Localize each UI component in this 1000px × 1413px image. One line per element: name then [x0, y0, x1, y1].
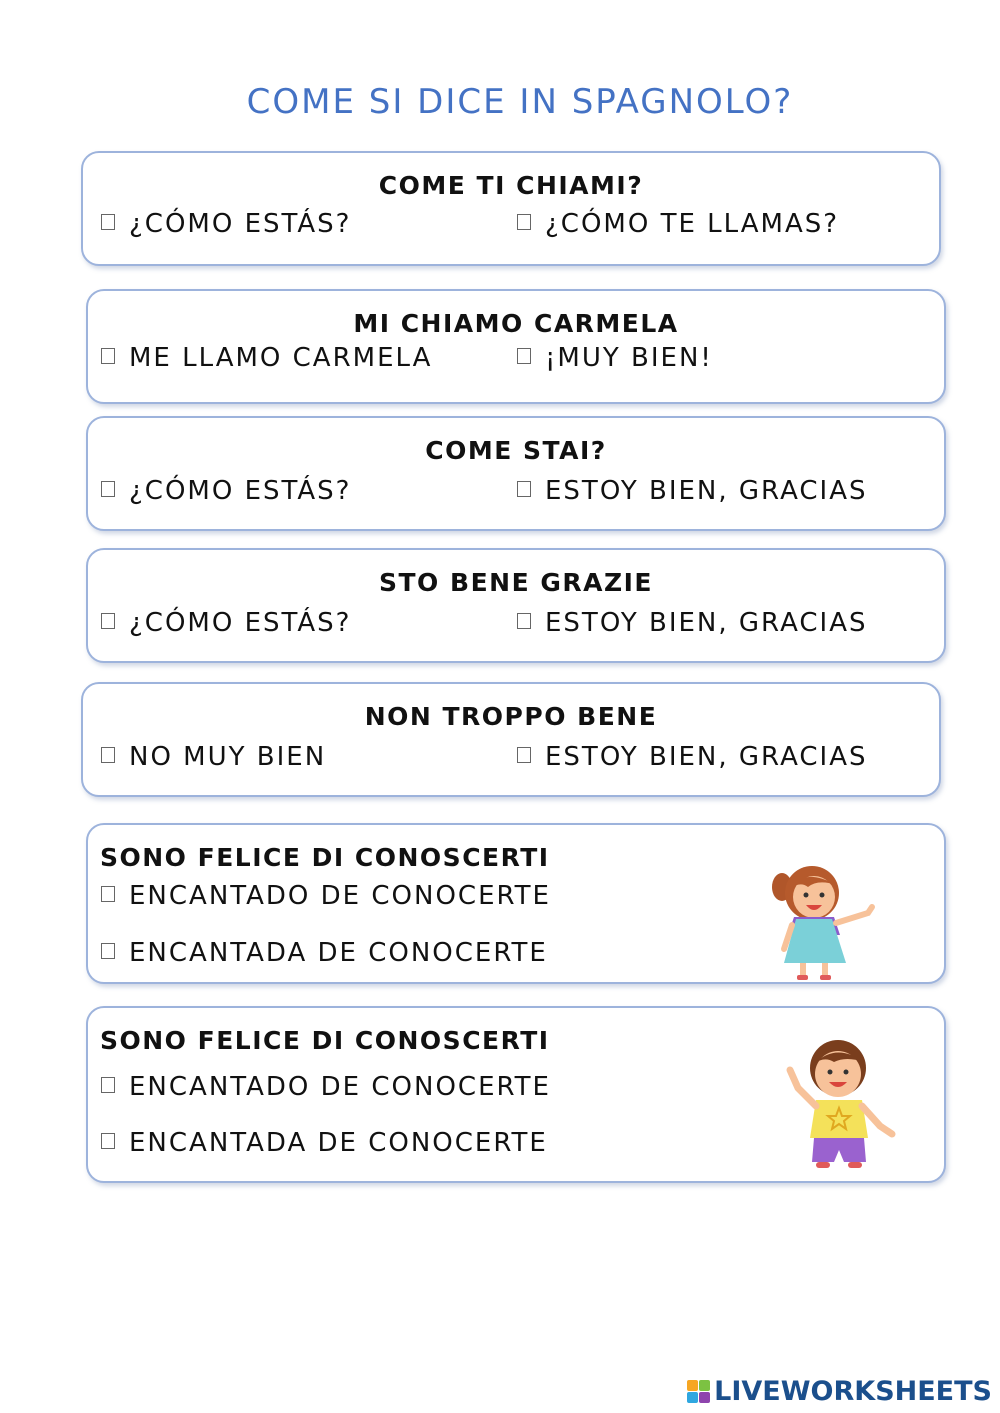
question-card — [86, 548, 946, 663]
question-card — [81, 682, 941, 797]
question-text: SONO FELICE DI CONOSCERTI — [100, 843, 550, 872]
answer-option[interactable]: ESTOY BIEN, GRACIAS — [517, 608, 868, 638]
answer-option[interactable]: ¿CÓMO ESTÁS? — [101, 476, 351, 506]
brand-icon — [687, 1380, 710, 1403]
question-text: COME STAI? — [425, 436, 607, 465]
checkbox[interactable] — [517, 747, 531, 763]
question-text: SONO FELICE DI CONOSCERTI — [100, 1026, 550, 1055]
question-card — [86, 823, 946, 984]
brand-logo[interactable] — [687, 1376, 992, 1407]
question-card — [86, 289, 946, 404]
checkbox[interactable] — [101, 348, 115, 364]
checkbox[interactable] — [101, 1077, 115, 1093]
answer-option[interactable]: ENCANTADO DE CONOCERTE — [101, 1072, 551, 1102]
answer-option[interactable]: ENCANTADA DE CONOCERTE — [101, 938, 548, 968]
boy-illustration — [776, 1034, 911, 1180]
answer-option[interactable]: ENCANTADO DE CONOCERTE — [101, 881, 551, 911]
question-card — [81, 151, 941, 266]
answer-option[interactable]: ¿CÓMO ESTÁS? — [101, 608, 351, 638]
answer-option[interactable]: ENCANTADA DE CONOCERTE — [101, 1128, 548, 1158]
answer-option[interactable]: ¿CÓMO ESTÁS? — [101, 209, 351, 239]
checkbox[interactable] — [517, 348, 531, 364]
checkbox[interactable] — [101, 481, 115, 497]
checkbox[interactable] — [101, 886, 115, 902]
answer-option[interactable]: ME LLAMO CARMELA — [101, 343, 432, 373]
brand-text: LIVEWORKSHEETS — [714, 1376, 992, 1407]
question-text: MI CHIAMO CARMELA — [353, 309, 679, 338]
checkbox[interactable] — [101, 1133, 115, 1149]
answer-option[interactable]: ESTOY BIEN, GRACIAS — [517, 476, 868, 506]
checkbox[interactable] — [101, 943, 115, 959]
answer-option[interactable]: ¿CÓMO TE LLAMAS? — [517, 209, 839, 239]
question-card — [86, 416, 946, 531]
question-text: NON TROPPO BENE — [364, 702, 658, 731]
girl-illustration — [768, 865, 898, 983]
checkbox[interactable] — [517, 214, 531, 230]
checkbox[interactable] — [517, 613, 531, 629]
answer-option[interactable]: ESTOY BIEN, GRACIAS — [517, 742, 868, 772]
checkbox[interactable] — [517, 481, 531, 497]
checkbox[interactable] — [101, 613, 115, 629]
question-text: COME TI CHIAMI? — [378, 171, 644, 200]
question-card — [86, 1006, 946, 1183]
checkbox[interactable] — [101, 747, 115, 763]
answer-option[interactable]: NO MUY BIEN — [101, 742, 326, 772]
page-title: COME SI DICE IN SPAGNOLO? — [246, 82, 794, 122]
checkbox[interactable] — [101, 214, 115, 230]
answer-option[interactable]: ¡MUY BIEN! — [517, 343, 713, 373]
question-text: STO BENE GRAZIE — [379, 568, 653, 597]
